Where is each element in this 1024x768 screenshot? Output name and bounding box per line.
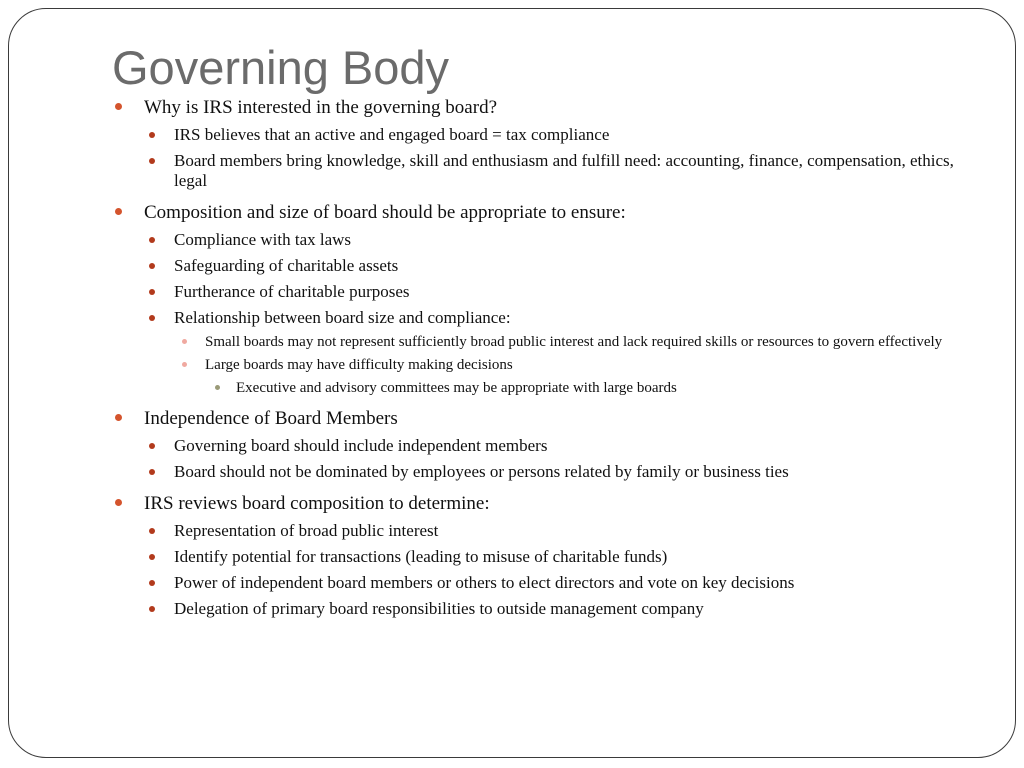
bullet-text: Board members bring knowledge, skill and enthusiasm and fulfill need: accounting, finance, compensation, ethics, legal	[174, 151, 954, 190]
bullet-text: Identify potential for transactions (leading to misuse of charitable funds)	[174, 547, 668, 566]
bullet-dot-icon	[115, 414, 122, 421]
bullet-text: Safeguarding of charitable assets	[174, 256, 399, 275]
bullet-text: Executive and advisory committees may be appropriate with large boards	[236, 380, 677, 396]
bullet-text: Large boards may have difficulty making decisions	[205, 357, 513, 373]
bullet-dot-icon	[182, 362, 187, 367]
bullet-item-level1	[112, 201, 962, 224]
bullet-item-level1	[112, 492, 962, 515]
bullet-dot-icon	[149, 263, 155, 269]
bullet-text: Board should not be dominated by employees or persons related by family or business ties	[174, 462, 789, 481]
bullet-text: Small boards may not represent sufficiently broad public interest and lack required skills or resources to govern effectively	[205, 334, 943, 350]
bullet-text: Power of independent board members or others to elect directors and vote on key decisions	[174, 573, 795, 592]
bullet-dot-icon	[215, 385, 220, 390]
bullet-item-level2	[112, 125, 962, 145]
bullet-list	[112, 96, 962, 619]
bullet-item-level2	[112, 547, 962, 567]
bullet-dot-icon	[149, 606, 155, 612]
bullet-item-level2	[112, 436, 962, 456]
bullet-dot-icon	[149, 132, 155, 138]
bullet-item-level3	[112, 333, 962, 351]
bullet-item-level2	[112, 573, 962, 593]
bullet-text: Delegation of primary board responsibilities to outside management company	[174, 599, 704, 618]
bullet-text: Compliance with tax laws	[174, 230, 352, 249]
bullet-item-level1	[112, 407, 962, 430]
bullet-dot-icon	[149, 158, 155, 164]
bullet-item-level2	[112, 256, 962, 276]
bullet-text: Independence of Board Members	[144, 408, 398, 429]
bullet-text: IRS reviews board composition to determine:	[144, 493, 490, 514]
bullet-dot-icon	[149, 443, 155, 449]
bullet-item-level2	[112, 230, 962, 250]
bullet-text: Relationship between board size and compliance:	[174, 308, 511, 327]
bullet-dot-icon	[149, 289, 155, 295]
bullet-dot-icon	[182, 339, 187, 344]
bullet-dot-icon	[149, 580, 155, 586]
bullet-dot-icon	[115, 103, 122, 110]
bullet-item-level1	[112, 96, 962, 119]
bullet-item-level3	[112, 356, 962, 374]
bullet-text: Furtherance of charitable purposes	[174, 282, 410, 301]
bullet-item-level2	[112, 521, 962, 541]
bullet-dot-icon	[149, 469, 155, 475]
bullet-item-level2	[112, 151, 962, 191]
bullet-dot-icon	[115, 499, 122, 506]
bullet-text: Representation of broad public interest	[174, 521, 439, 540]
bullet-dot-icon	[149, 528, 155, 534]
bullet-text: IRS believes that an active and engaged board = tax compliance	[174, 125, 610, 144]
bullet-dot-icon	[149, 315, 155, 321]
bullet-dot-icon	[115, 208, 122, 215]
bullet-text: Why is IRS interested in the governing board?	[144, 97, 498, 118]
bullet-item-level2	[112, 282, 962, 302]
bullet-text: Governing board should include independent members	[174, 436, 548, 455]
bullet-item-level2	[112, 462, 962, 482]
bullet-item-level2	[112, 599, 962, 619]
bullet-item-level4	[112, 379, 962, 397]
bullet-item-level2	[112, 308, 962, 328]
bullet-dot-icon	[149, 554, 155, 560]
bullet-text: Composition and size of board should be appropriate to ensure:	[144, 202, 626, 223]
slide-title: Governing Body	[112, 41, 450, 94]
bullet-dot-icon	[149, 237, 155, 243]
